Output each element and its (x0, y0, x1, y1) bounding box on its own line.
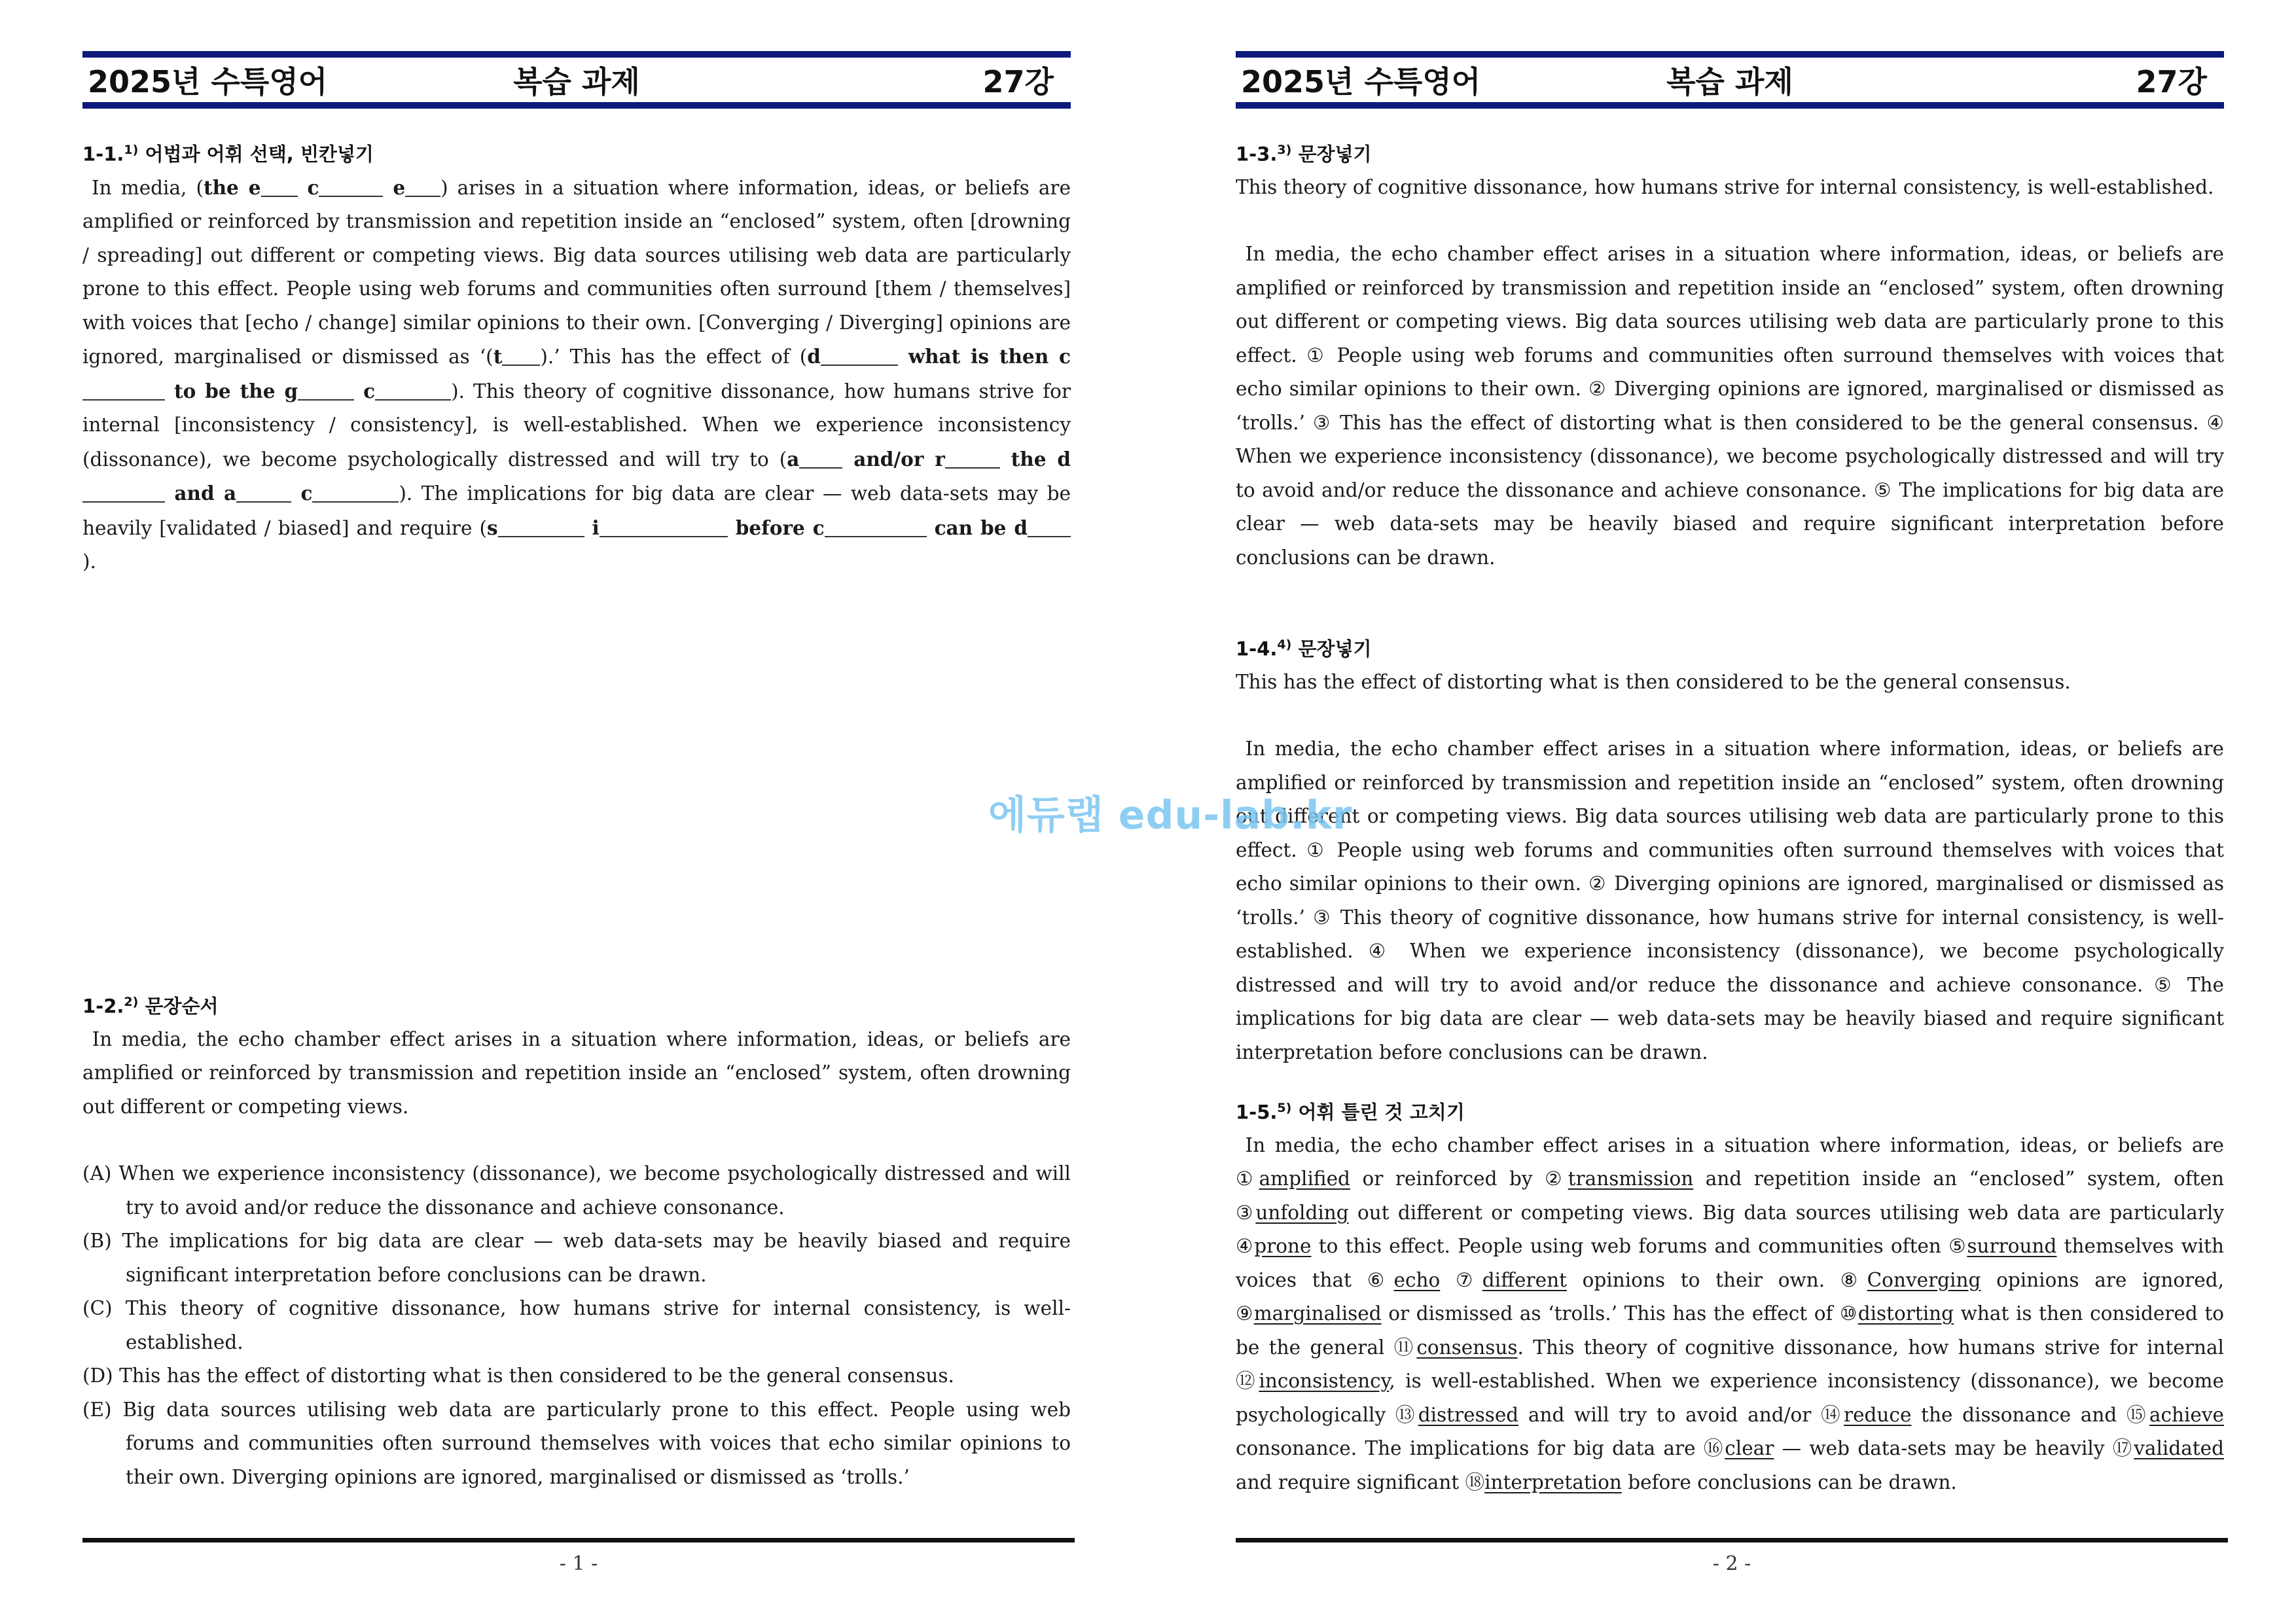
order-intro: In media, the echo chamber effect arises in a situation where information, ideas, or beliefs are amplified or reinforced by transmission and repetition inside an “enclosed” system, often drowning out different or competing views. (82, 1027, 1071, 1118)
section-1-4 (1236, 628, 2224, 1069)
order-option: (A) When we experience inconsistency (dissonance), we become psychologically distressed and will try to avoid and/or reduce the dissonance and achieve consonance. (82, 1162, 1071, 1219)
order-option: (E) Big data sources utilising web data are particularly prone to this effect. People using web forums and communities often surround themselves with voices that echo similar opinions to their own. Diverging opinions are ignored, marginalised or dismissed as ‘trolls.’ (82, 1398, 1071, 1488)
section-1-5 (1236, 1092, 2224, 1499)
page-1 (82, 0, 1077, 1623)
header-course: 2025년 수특영어 (88, 64, 328, 99)
section-title: 1-4.$^{4)}$ 문장넣기 (1236, 637, 1372, 660)
section-1-1 (82, 134, 1071, 579)
watermark: 에듀랩 edu-lab.kr (988, 793, 1353, 838)
page-number: - 1 - (559, 1552, 598, 1575)
section-title: 1-2.$^{2)}$ 문장순서 (82, 995, 219, 1018)
order-option: (C) This theory of cognitive dissonance, how humans strive for internal consistency, is well-established. (82, 1297, 1071, 1353)
vocab-correction-passage: In media, the echo chamber effect arises in a situation where information, ideas, or beliefs are ①amplified or reinforced by ②transmission and repetition inside an “enclosed” system, often ③unfolding out different or competing views. Big data sources utilising web data are particularly ④prone to this effect. People using web forums and communities often ⑤surround themselves with voices that ⑥echo ⑦different opinions to their own. ⑧Converging opinions are ignored, ⑨marginalised or dismissed as ‘trolls.’ This has the effect of ⑩distorting what is then considered to be the general ⑪consensus. This theory of cognitive dissonance, how humans strive for internal ⑫inconsistency, is well-established. When we experience inconsistency (dissonance), we become psychologically ⑬distressed and will try to avoid and/or ⑭reduce the dissonance and ⑮achieve consonance. The implications for big data are ⑯clear — web data-sets may be heavily ⑰validated and require significant ⑱interpretation before conclusions can be drawn. (1236, 1133, 2225, 1493)
header-lesson: 27강 (982, 64, 1054, 99)
insertion-passage: In media, the echo chamber effect arises in a situation where information, ideas, or beliefs are amplified or reinforced by transmission and repetition inside an “enclosed” system, often drowning out different or competing views. Big data sources utilising web data are particularly prone to this effect. ① People using web forums and communities often surround themselves with voices that echo similar opinions to their own. ② Diverging opinions are ignored, marginalised or dismissed as ‘trolls.’ ③ This has the effect of distorting what is then considered to be the general consensus. ④ When we experience inconsistency (dissonance), we become psychologically distressed and will try to avoid and/or reduce the dissonance and achieve consonance. ⑤ The implications for big data are clear — web data-sets may be heavily biased and require significant interpretation before conclusions can be drawn. (1236, 243, 2224, 569)
page-header (82, 51, 1071, 109)
order-option: (D) This has the effect of distorting what is then considered to be the general consensus. (82, 1364, 954, 1387)
header-assignment: 복습 과제 (513, 64, 640, 99)
insertion-passage: In media, the echo chamber effect arises in a situation where information, ideas, or beliefs are amplified or reinforced by transmission and repetition inside an “enclosed” system, often drowning out different or competing views. Big data sources utilising web data are particularly prone to this effect. ① People using web forums and communities often surround themselves with voices that echo similar opinions to their own. ② Diverging opinions are ignored, marginalised or dismissed as ‘trolls.’ ③ This theory of cognitive dissonance, how humans strive for internal consistency, is well-established. ④ When we experience inconsistency (dissonance), we become psychologically distressed and will try to avoid and/or reduce the dissonance and achieve consonance. ⑤ The implications for big data are clear — web data-sets may be heavily biased and require significant interpretation before conclusions can be drawn. (1236, 738, 2224, 1063)
header-lesson: 27강 (2136, 64, 2207, 99)
order-option: (B) The implications for big data are clear — web data-sets may be heavily biased and require significant interpretation before conclusions can be drawn. (82, 1230, 1071, 1286)
header-assignment: 복습 과제 (1666, 64, 1793, 99)
section-1-3 (1236, 134, 2224, 575)
section-title: 1-5.$^{5)}$ 어휘 틀린 것 고치기 (1236, 1101, 1465, 1124)
page-2 (1236, 0, 2231, 1623)
footer-rule (82, 1538, 1075, 1543)
page-number: - 2 - (1712, 1552, 1751, 1575)
order-options (82, 1157, 1071, 1494)
header-course: 2025년 수특영어 (1241, 64, 1481, 99)
section-title: 1-3.$^{3)}$ 문장넣기 (1236, 143, 1372, 166)
section-title: 1-1.$^{1)}$ 어법과 어휘 선택, 빈칸넣기 (82, 143, 374, 166)
given-sentence: This theory of cognitive dissonance, how humans strive for internal consistency, is well-established. (1236, 175, 2214, 198)
footer-rule (1236, 1538, 2228, 1543)
given-sentence: This has the effect of distorting what is then considered to be the general consensus. (1236, 670, 2071, 693)
section-1-2 (82, 986, 1071, 1494)
fill-in-passage: In media, (the e c e ) arises in a situation where information, ideas, or beliefs are amplified or reinforced by transmission and repetition inside an “enclosed” system, often [drowning / spreading] out different or competing views. Big data sources utilising web data are particularly prone to this effect. People using web forums and communities often surround [them / themselves] with voices that [echo / change] similar opinions to their own. [Converging / Diverging] opinions are ignored, marginalised or dismissed as ‘(t ).’ This has the effect of (d what is then c to be the g c ). This theory of cognitive dissonance, how humans strive for internal [inconsistency / consistency], is well-established. When we experience inconsistency (dissonance), we become psychologically distressed and will try to (a and/or r the d and a c ). The implications for big data are clear — web data-sets may be heavily [validated / biased] and require (s i before c can be d). (82, 175, 1071, 573)
page-header (1236, 51, 2224, 109)
